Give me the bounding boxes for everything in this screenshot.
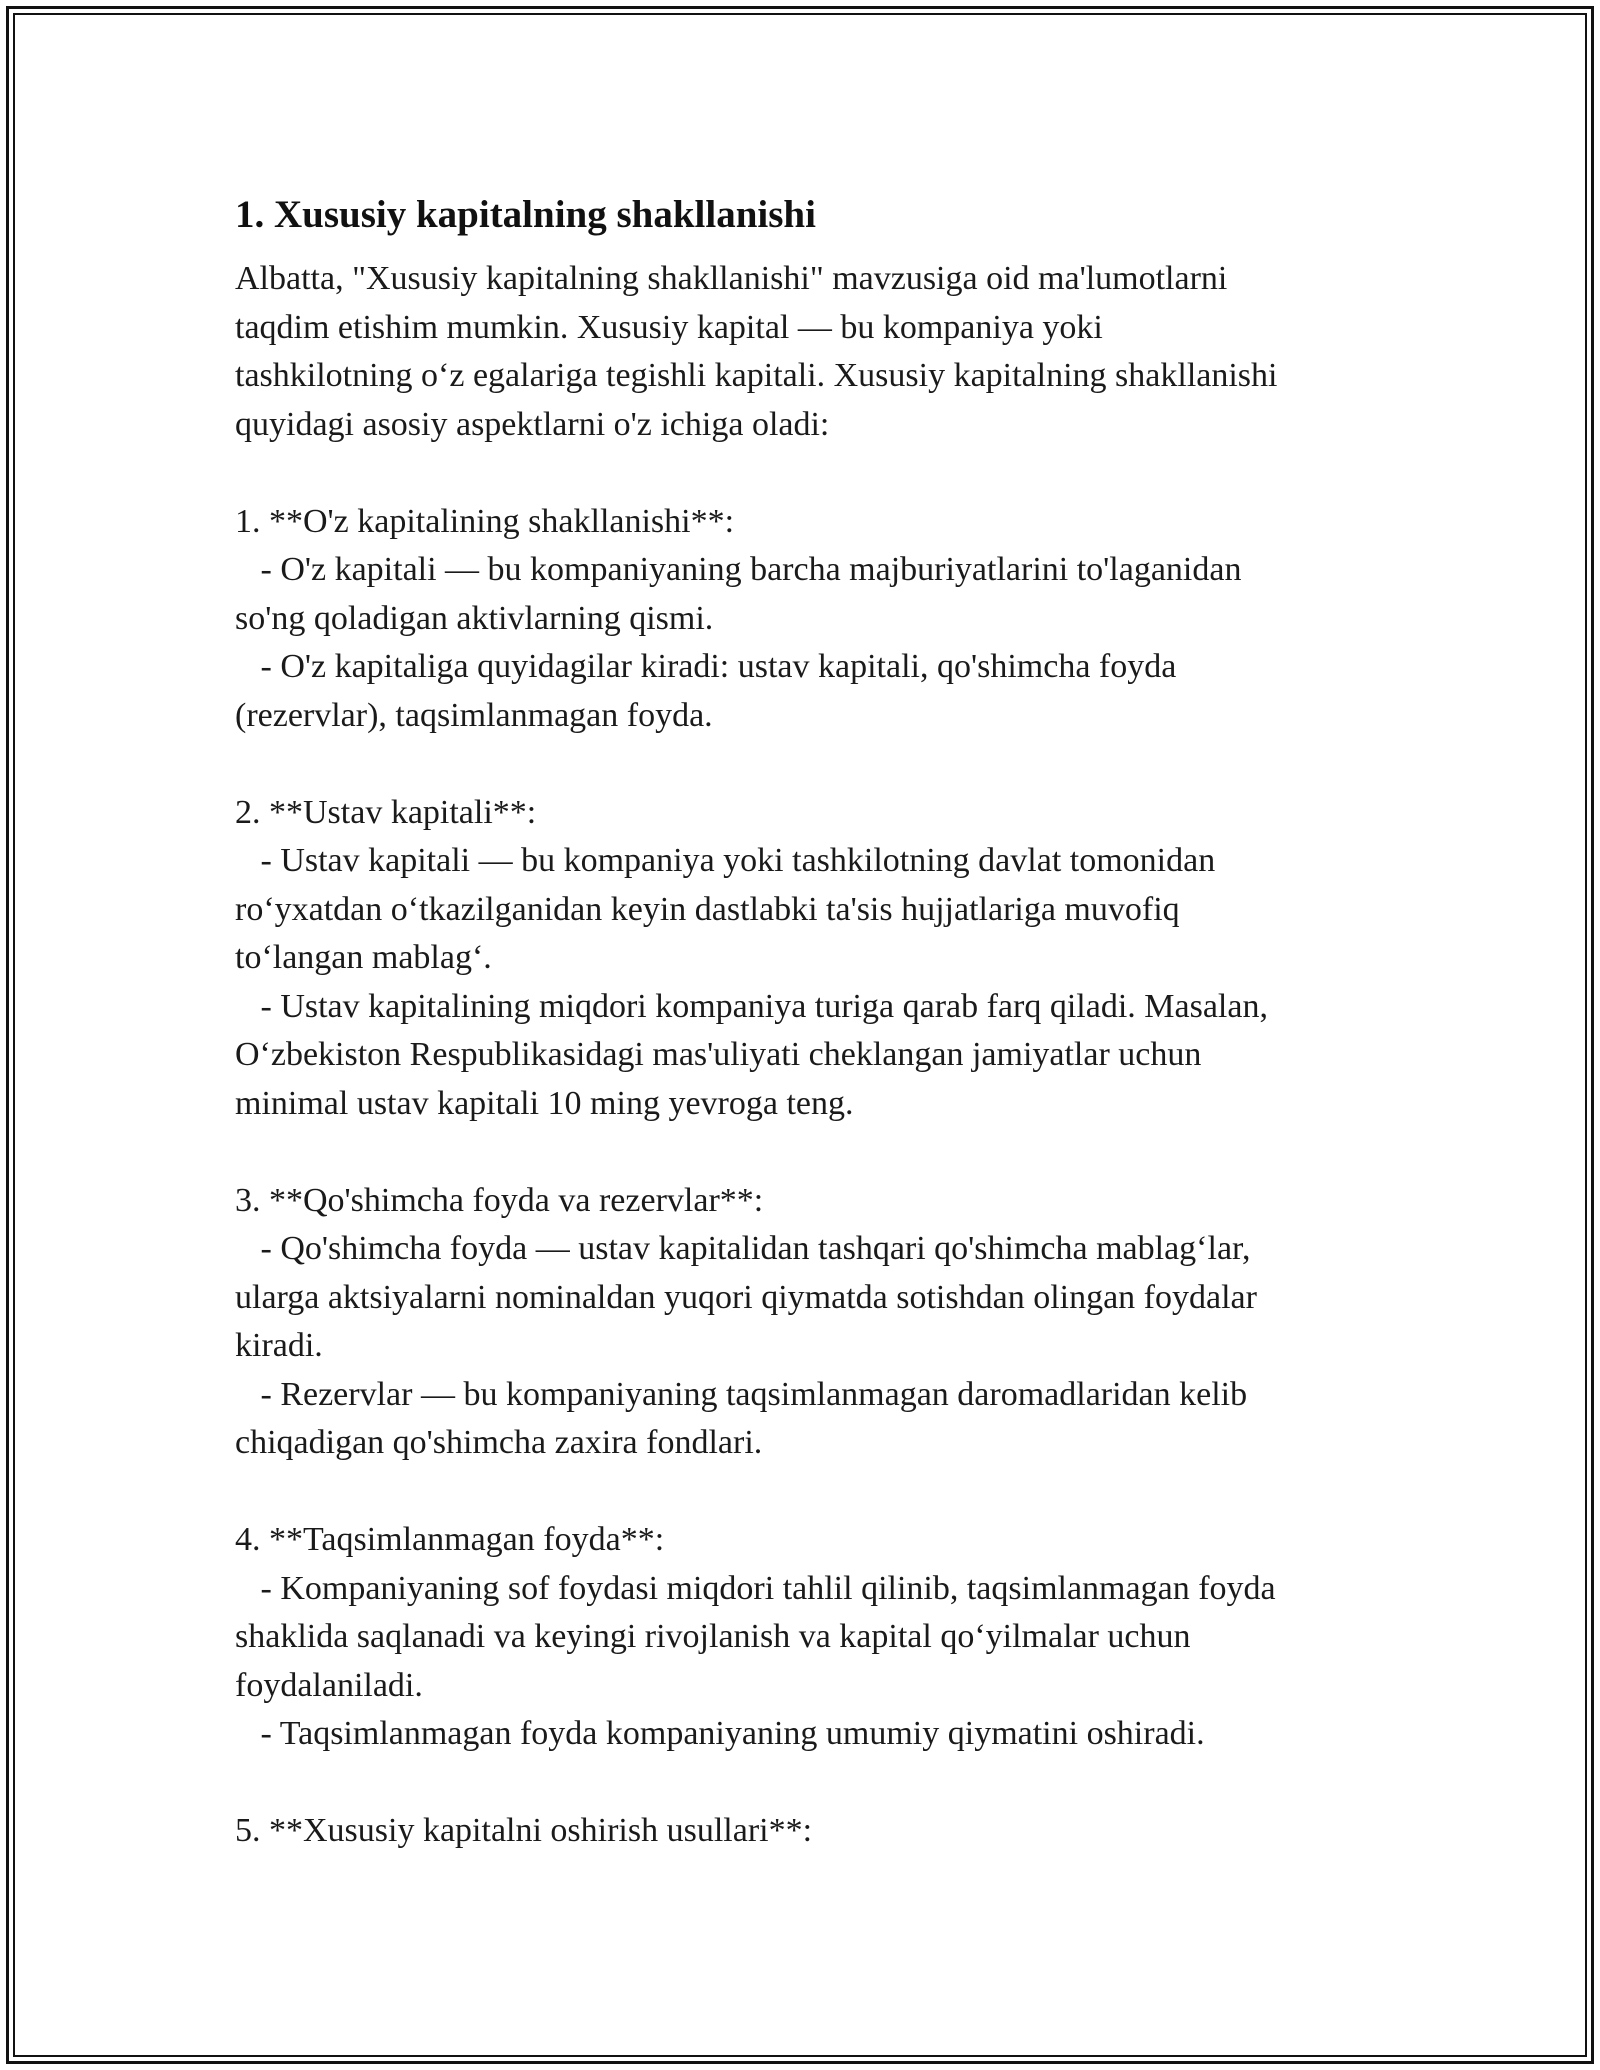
- document-title: 1. Xususiy kapitalning shakllanishi: [235, 193, 816, 236]
- section-bullet: - Taqsimlanmagan foyda kompaniyaning umumiy qiymatini oshiradi.: [235, 1715, 1205, 1752]
- section-bullet: - Kompaniyaning sof foydasi miqdori tahlil qilinib, taqsimlanmagan foyda shaklida saqlanadi va keyingi rivojlanish va kapital qo‘yilmalar uchun foydalaniladi.: [235, 1569, 1276, 1704]
- section-3: [235, 1177, 1365, 1468]
- section-heading: 3. **Qo'shimcha foyda va rezervlar**:: [235, 1181, 764, 1219]
- section-bullet: - Qo'shimcha foyda — ustav kapitalidan tashqari qo'shimcha mablag‘lar, ularga aktsiyalarni nominaldan yuqori qiymatda sotishdan olingan foydalar kiradi.: [235, 1230, 1257, 1364]
- paragraph-gap: [235, 449, 1365, 498]
- section-4: [235, 1516, 1365, 1759]
- paragraph-gap: [235, 740, 1365, 789]
- section-bullet: - O'z kapitali — bu kompaniyaning barcha majburiyatlarini to'laganidan so'ng qoladigan aktivlarning qismi.: [235, 551, 1242, 637]
- section-heading: 2. **Ustav kapitali**:: [235, 793, 537, 831]
- document-page: [235, 185, 1365, 1856]
- paragraph-gap: [235, 1468, 1365, 1517]
- intro-paragraph: Albatta, "Xususiy kapitalning shakllanishi" mavzusiga oid ma'lumotlarni taqdim etishim mumkin. Xususiy kapital — bu kompaniya yoki tashkilotning o‘z egalariga tegishli kapitali. Xususiy kapitalning shakllanishi quyidagi asosiy aspektlarni o'z ichiga oladi:: [235, 260, 1278, 443]
- section-heading: 5. **Xususiy kapitalni oshirish usullari**:: [235, 1812, 813, 1849]
- section-bullet: - Rezervlar — bu kompaniyaning taqsimlanmagan daromadlaridan kelib chiqadigan qo'shimcha zaxira fondlari.: [235, 1375, 1248, 1461]
- paragraph-gap: [235, 1759, 1365, 1808]
- section-heading: 1. **O'z kapitalining shakllanishi**:: [235, 502, 735, 540]
- section-bullet: - Ustav kapitali — bu kompaniya yoki tashkilotning davlat tomonidan ro‘yxatdan o‘tkazilganidan keyin dastlabki ta'sis hujjatlariga muvofiq to‘langan mablag‘.: [235, 842, 1216, 976]
- section-2: [235, 789, 1365, 1129]
- section-heading: 4. **Taqsimlanmagan foyda**:: [235, 1521, 665, 1558]
- section-5: [235, 1807, 1365, 1856]
- section-bullet: - Ustav kapitalining miqdori kompaniya turiga qarab farq qiladi. Masalan, O‘zbekiston Respublikasidagi mas'uliyati cheklangan jamiyatlar uchun minimal ustav kapitali 10 ming yevroga teng.: [235, 987, 1268, 1122]
- paragraph-gap: [235, 1128, 1365, 1177]
- section-bullet: - O'z kapitaliga quyidagilar kiradi: ustav kapitali, qo'shimcha foyda (rezervlar), taqsimlanmagan foyda.: [235, 648, 1177, 734]
- section-1: [235, 498, 1365, 741]
